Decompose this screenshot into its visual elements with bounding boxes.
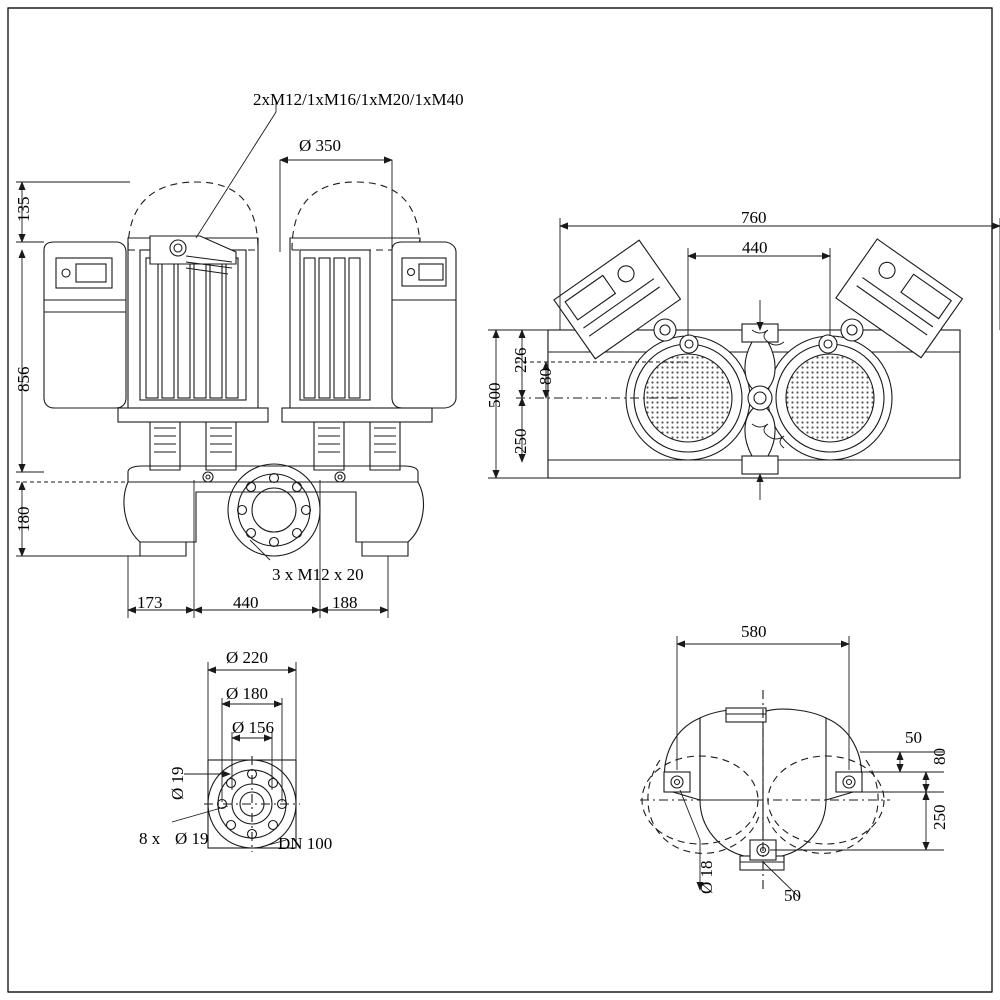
label-flange-od: Ø 220 bbox=[226, 648, 269, 667]
base-view-geometry bbox=[640, 690, 890, 890]
label-depth-250: 250 bbox=[511, 428, 530, 454]
label-base-hole-18: Ø 18 bbox=[697, 860, 716, 894]
label-hole-diameter: Ø 19 bbox=[168, 766, 187, 800]
label-base-50-top: 50 bbox=[905, 728, 922, 747]
label-depth-500: 500 bbox=[485, 382, 504, 408]
label-hole-count-diameter: Ø 19 bbox=[175, 829, 209, 848]
label-flange-bolt-circle: Ø 180 bbox=[226, 684, 269, 703]
label-dim-173: 173 bbox=[137, 593, 163, 612]
label-base-50-bottom: 50 bbox=[784, 886, 801, 905]
label-dim-188: 188 bbox=[332, 593, 358, 612]
label-base-80: 80 bbox=[930, 748, 949, 765]
label-width-760: 760 bbox=[741, 208, 767, 227]
label-bolt-spec: 3 x M12 x 20 bbox=[272, 565, 364, 584]
top-view-geometry bbox=[548, 239, 962, 478]
label-base-580: 580 bbox=[741, 622, 767, 641]
label-base-250: 250 bbox=[930, 804, 949, 830]
label-depth-80: 80 bbox=[536, 368, 555, 385]
label-cable-glands: 2xM12/1xM16/1xM20/1xM40 bbox=[253, 90, 464, 109]
front-view-geometry bbox=[44, 182, 456, 556]
label-flange-raised-face: Ø 156 bbox=[232, 718, 275, 737]
label-height-total: 856 bbox=[14, 366, 33, 392]
label-motor-diameter: Ø 350 bbox=[299, 136, 342, 155]
label-width-440: 440 bbox=[742, 238, 768, 257]
label-hole-count: 8 x bbox=[139, 829, 161, 848]
label-height-base: 180 bbox=[14, 506, 33, 532]
label-depth-226: 226 bbox=[511, 347, 530, 373]
base-view-dimensions bbox=[677, 636, 944, 898]
label-height-top: 135 bbox=[14, 196, 33, 222]
label-dim-440-front: 440 bbox=[233, 593, 259, 612]
label-nominal-diameter: DN 100 bbox=[278, 834, 333, 853]
